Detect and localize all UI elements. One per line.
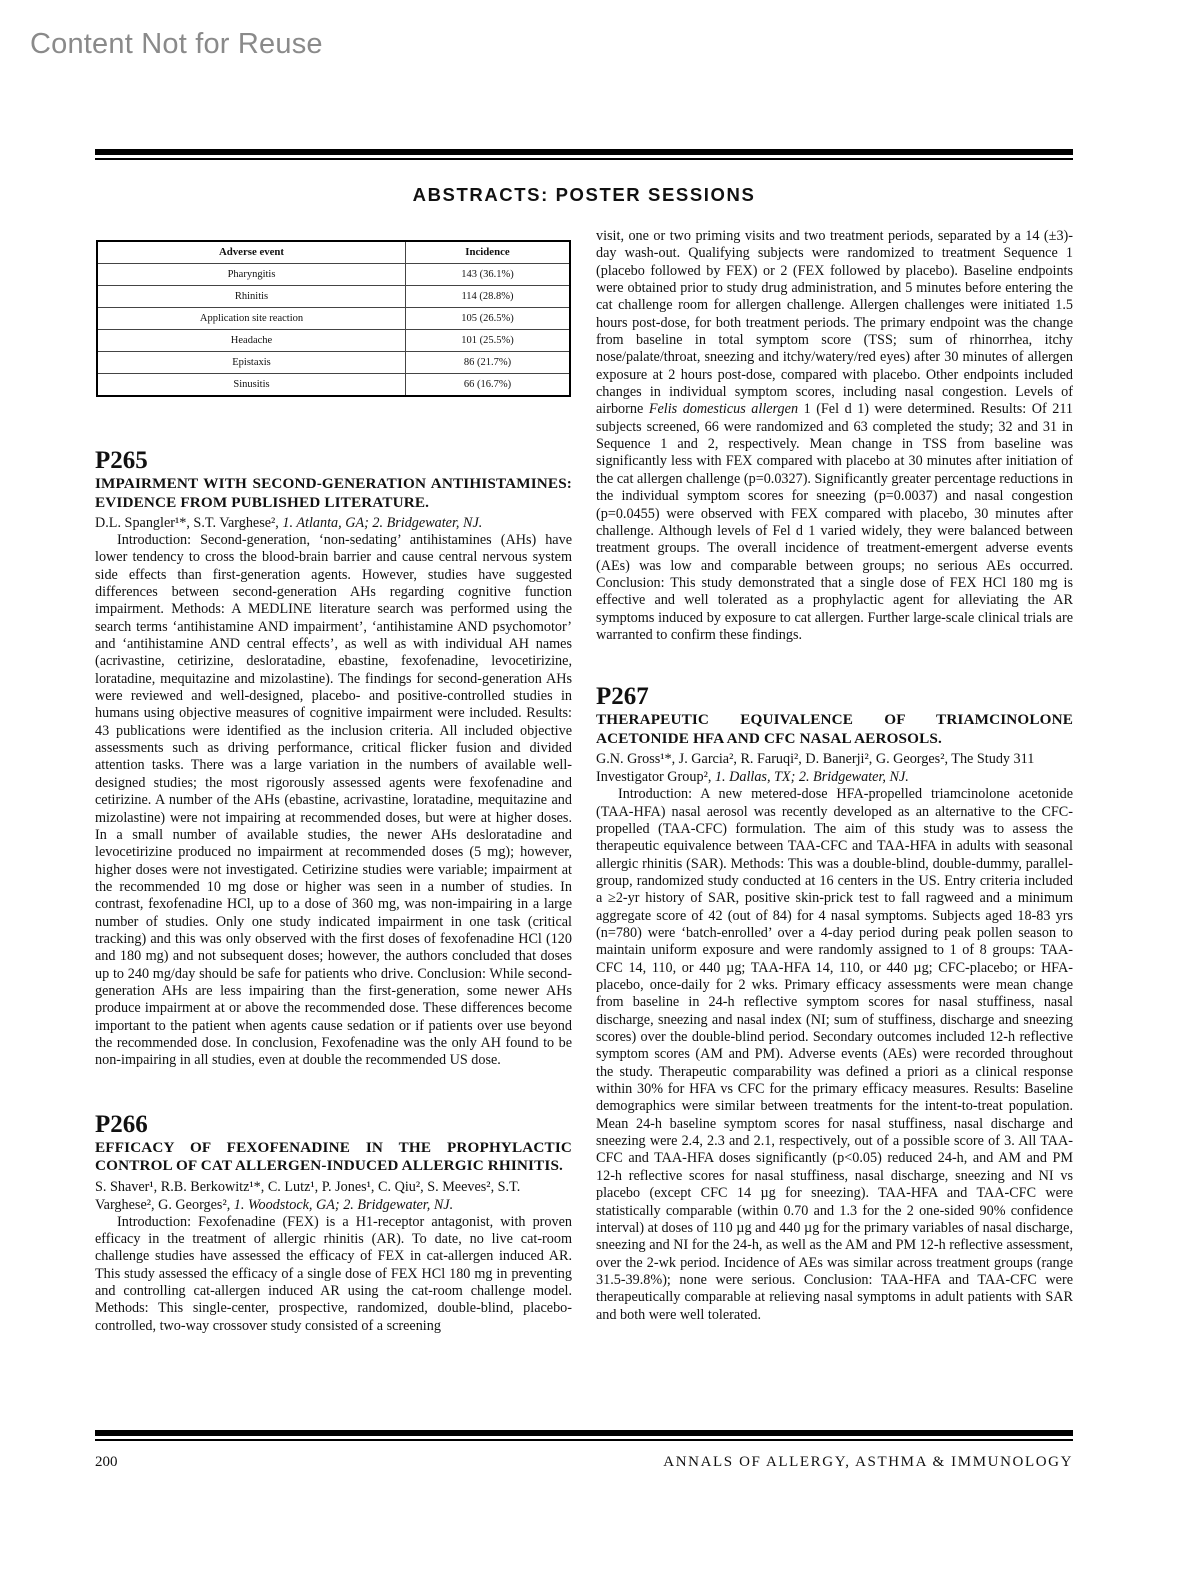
right-column bbox=[596, 228, 1073, 1324]
abstract-title-p265: IMPAIRMENT WITH SECOND-GENERATION ANTIHISTAMINES: EVIDENCE FROM PUBLISHED LITERATURE. bbox=[95, 475, 572, 511]
table-cell: Headache bbox=[97, 330, 406, 352]
abstract-number-p267: P267 bbox=[596, 683, 649, 711]
bottom-rule-thin bbox=[95, 1439, 1073, 1441]
table-cell: 114 (28.8%) bbox=[406, 286, 571, 308]
table-row bbox=[97, 352, 570, 374]
section-header: ABSTRACTS: POSTER SESSIONS bbox=[412, 184, 756, 205]
table-cell: Application site reaction bbox=[97, 308, 406, 330]
table-cell: 105 (26.5%) bbox=[406, 308, 571, 330]
journal-name: ANNALS OF ALLERGY, ASTHMA & IMMUNOLOGY bbox=[663, 1454, 1073, 1470]
abstract-number-p265: P265 bbox=[95, 447, 148, 474]
left-column bbox=[95, 228, 572, 1335]
top-rule-thin bbox=[95, 158, 1073, 160]
authors-p267 bbox=[596, 750, 1073, 786]
author-list: S. Shaver¹, R.B. Berkowitz¹*, C. Lutz¹, P. Jones¹, C. Qiu², S. Meeves², S.T. Varghese², G. Georges², bbox=[95, 1178, 521, 1213]
table-cell: Epistaxis bbox=[97, 352, 406, 374]
italic-term: Felis domesticus allergen bbox=[648, 401, 799, 418]
abstract-body-p267: Introduction: A new metered-dose HFA-propelled triamcinolone acetonide (TAA-HFA) nasal aerosol was recently developed as an alternative to the CFC-propelled (TAA-CFC) formulation. The aim of this study was to assess the therapeutic equivalence between TAA-CFC and TAA-HFA in adults with seasonal allergic rhinitis (SAR). Methods: This was a double-blind, double-dummy, parallel-group, randomized study conducted at 16 centers in the US. Entry criteria included a ≥2-yr history of SAR, positive skin-prick test to fall ragweed and a minimum aggregate score of 42 (out of 84) for 4 nasal symptoms. Subjects aged 18-83 yrs (n=780) were ‘batch-enrolled’ over a 4-day period during peak pollen season to maintain uniform exposure and were randomly assigned to 1 of 8 groups: TAA-CFC 14, 110, or 440 µg; TAA-HFA 14, 110, or 440 µg; CFC-placebo; or HFA-placebo, once-daily for 2 wks. Primary efficacy assessments were mean change from baseline in 24-h reflective symptom scores for nasal stuffiness, nasal discharge, sneezing and nasal index (NI; sum of stuffiness, discharge and sneezing scores) over the double-blind period. Secondary outcomes included 12-h reflective symptom scores (AM and PM). Adverse events (AEs) were recorded throughout the study. Therapeutic comparability was defined a priori as a clinical response within 30% for HFA vs CFC for the primary efficacy measures. Results: Baseline demographics were similar between treatments for the intent-to-treat population. Mean 24-h baseline symptom scores for nasal stuffiness, nasal discharge and sneezing were 2.4, 2.3 and 2.1, respectively, out of a possible score of 3. All TAA-CFC and TAA-HFA doses significantly (p<0.05) reduced 24-h, and AM and PM 12-h reflective scores for nasal stuffiness, nasal discharge, sneezing and NI vs placebo (except CFC 14 µg for sneezing). TAA-HFA and TAA-CFC were statistically comparable (within 0.70 and 1.3 for the 2 one-sided 90% confidence interval) at doses of 110 µg and 440 µg for the primary variables of nasal discharge, sneezing and NI for the 24-h, as well as the AM and PM 12-h reflective assessment, over the 2-wk period. Incidence of AEs was similar across treatment groups (range 31.5-39.8%); none were serious. Conclusion: TAA-HFA and TAA-CFC were therapeutically comparable at relieving nasal symptoms in adult patients with SAR and both were well tolerated. bbox=[596, 786, 1073, 1323]
page-number: 200 bbox=[95, 1454, 118, 1470]
table-row bbox=[97, 330, 570, 352]
table-cell: Pharyngitis bbox=[97, 264, 406, 286]
table-header-cell: Adverse event bbox=[97, 241, 406, 264]
abstract-body-p266-part1: Introduction: Fexofenadine (FEX) is a H1-receptor antagonist, with proven efficacy in the treatment of allergic rhinitis (AR). To date, no live cat-room challenge studies have assessed the efficacy of FEX in cat-allergen induced AR. This study assessed the efficacy of a single dose of FEX HCl 180 mg in preventing and controlling cat-allergen induced AR using the cat-room challenge model. Methods: This single-center, prospective, randomized, double-blind, placebo-controlled, two-way crossover study consisted of a screening bbox=[95, 1213, 572, 1334]
affiliations: 1. Dallas, TX; 2. Bridgewater, NJ. bbox=[714, 769, 909, 786]
abstract-number-p266: P266 bbox=[95, 1110, 148, 1138]
authors-p266 bbox=[95, 1178, 572, 1214]
author-list: G.N. Gross¹*, J. Garcia², R. Faruqi², D. Banerji², G. Georges², The Study 311 Investigator Group², bbox=[596, 751, 1035, 786]
affiliations: 1. Atlanta, GA; 2. Bridgewater, NJ. bbox=[282, 515, 483, 531]
bottom-rule bbox=[95, 1430, 1073, 1436]
table-cell: 101 (25.5%) bbox=[406, 330, 571, 352]
table-header-row bbox=[97, 241, 570, 264]
adverse-event-table bbox=[96, 240, 571, 397]
body-text: visit, one or two priming visits and two treatment periods, separated by a 14 (±3)-day wash-out. Qualifying subjects were randomized to treatment Sequence 1 (placebo followed by FEX) or 2 (FEX followed by placebo). Baseline endpoints were obtained prior to study drug administration, and 5 minutes before entering the cat challenge room for allergen challenge. Allergen challenges were initiated 1.5 hours post-dose, for both treatment periods. The primary endpoint was the change from baseline in total symptom score (TSS; sum of rhinorrhea, itchy nose/palate/throat, sneezing and itchy/watery/red eyes) after 30 minutes of allergen exposure at 2 hours post-dose, compared with placebo. Other endpoints included changes in individual symptom scores, including nasal congestion. Levels of airborne bbox=[596, 228, 1073, 418]
top-rule bbox=[95, 149, 1073, 155]
table-cell: 86 (21.7%) bbox=[406, 352, 571, 374]
abstract-title-p267: THERAPEUTIC EQUIVALENCE OF TRIAMCINOLONE ACETONIDE HFA AND CFC NASAL AEROSOLS. bbox=[596, 711, 1073, 747]
table-row bbox=[97, 374, 570, 397]
table-cell: 66 (16.7%) bbox=[406, 374, 571, 397]
table-row bbox=[97, 264, 570, 286]
authors-p265 bbox=[95, 514, 572, 532]
abstract-body-p265: Introduction: Second-generation, ‘non-sedating’ antihistamines (AHs) have lower tendency to cross the blood-brain barrier and cause central nervous system side effects than first-generation agents. However, studies have suggested differences between second-generation AHs regarding cognitive function impairment. Methods: A MEDLINE literature search was performed using the search terms ‘antihistamine AND impairment’, ‘antihistamine AND psychomotor’ and ‘antihistamine AND central effects’, as well as with individual AH names (acrivastine, cetirizine, desloratadine, ebastine, fexofenadine, levocetirizine, loratadine, mequitazine and mizolastine). The findings for second-generation AHs were reviewed and well-designed, placebo- and positive-controlled studies in humans using objective measures of cognitive impairment were included. Results: 43 publications were identified as the inclusion criteria. All included objective assessments such as driving performance, critical flicker fusion and divided attention tasks. There was a large variation in the numbers of available well-designed studies; the most rigorously assessed agents were fexofenadine and cetirizine. A number of the AHs (ebastine, acrivastine, loratadine, mequitazine and mizolastine) were not impairing at recommended doses, but were at higher doses. In a small number of available studies, the newer AHs desloratadine and levocetirizine produced no impairment at recommended doses (5 mg); however, higher doses were not investigated. Cetirizine studies were variable; impairment at the recommended 10 mg dose or higher was seen in a number of studies. In contrast, fexofenadine HCl, up to a dose of 360 mg, was non-impairing in a large number of studies. Only one study indicated impairment in one task (critical tracking) and this was only observed with the first doses of fexofenadine HCl (120 and 180 mg) and not subsequent doses; however, the authors concluded that doses up to 240 mg/day should be safe for patients who drive. Conclusion: While second-generation AHs are less impairing than the first-generation, some newer AHs produce impairment at or above the recommended dose. These differences become important to the patient when agents cause sedation or if patients over use beyond the recommended dose. In conclusion, Fexofenadine was the only AH found to be non-impairing in all studies, even at double the recommended US dose. bbox=[95, 532, 572, 1069]
table-cell: Sinusitis bbox=[97, 374, 406, 397]
watermark: Content Not for Reuse bbox=[30, 28, 323, 60]
table-row bbox=[97, 308, 570, 330]
author-list: D.L. Spangler¹*, S.T. Varghese², bbox=[95, 515, 279, 531]
abstract-body-p266-part2 bbox=[596, 228, 1073, 644]
table-row bbox=[97, 286, 570, 308]
abstract-title-p266: EFFICACY OF FEXOFENADINE IN THE PROPHYLACTIC CONTROL OF CAT ALLERGEN-INDUCED ALLERGIC RHINITIS. bbox=[95, 1138, 572, 1175]
affiliations: 1. Woodstock, GA; 2. Bridgewater, NJ. bbox=[233, 1196, 454, 1213]
body-text: 1 (Fel d 1) were determined. Results: Of 211 subjects screened, 66 were randomized and 63 completed the study; 32 and 31 in Sequence 1 and 2, respectively. Mean change in TSS from baseline was significantly less with FEX compared with placebo at 30 minutes after initiation of the cat allergen challenge (p=0.0327). Significantly greater percentage reductions in the individual symptom scores for sneezing (p=0.0037) and nasal congestion (p=0.0455) were observed with FEX compared with placebo, 30 minutes after challenge. Although levels of Fel d 1 varied widely, they were balanced between treatment groups. The overall incidence of treatment-emergent adverse events (AEs) was low and comparable between groups; no serious AEs occurred. Conclusion: This study demonstrated that a single dose of FEX HCl 180 mg is effective and well tolerated as a prophylactic agent for alleviating the AR symptoms induced by exposure to cat allergen. Further large-scale clinical trials are warranted to confirm these findings. bbox=[596, 401, 1074, 643]
table-cell: Rhinitis bbox=[97, 286, 406, 308]
table-header-cell: Incidence bbox=[406, 241, 571, 264]
table-cell: 143 (36.1%) bbox=[406, 264, 571, 286]
